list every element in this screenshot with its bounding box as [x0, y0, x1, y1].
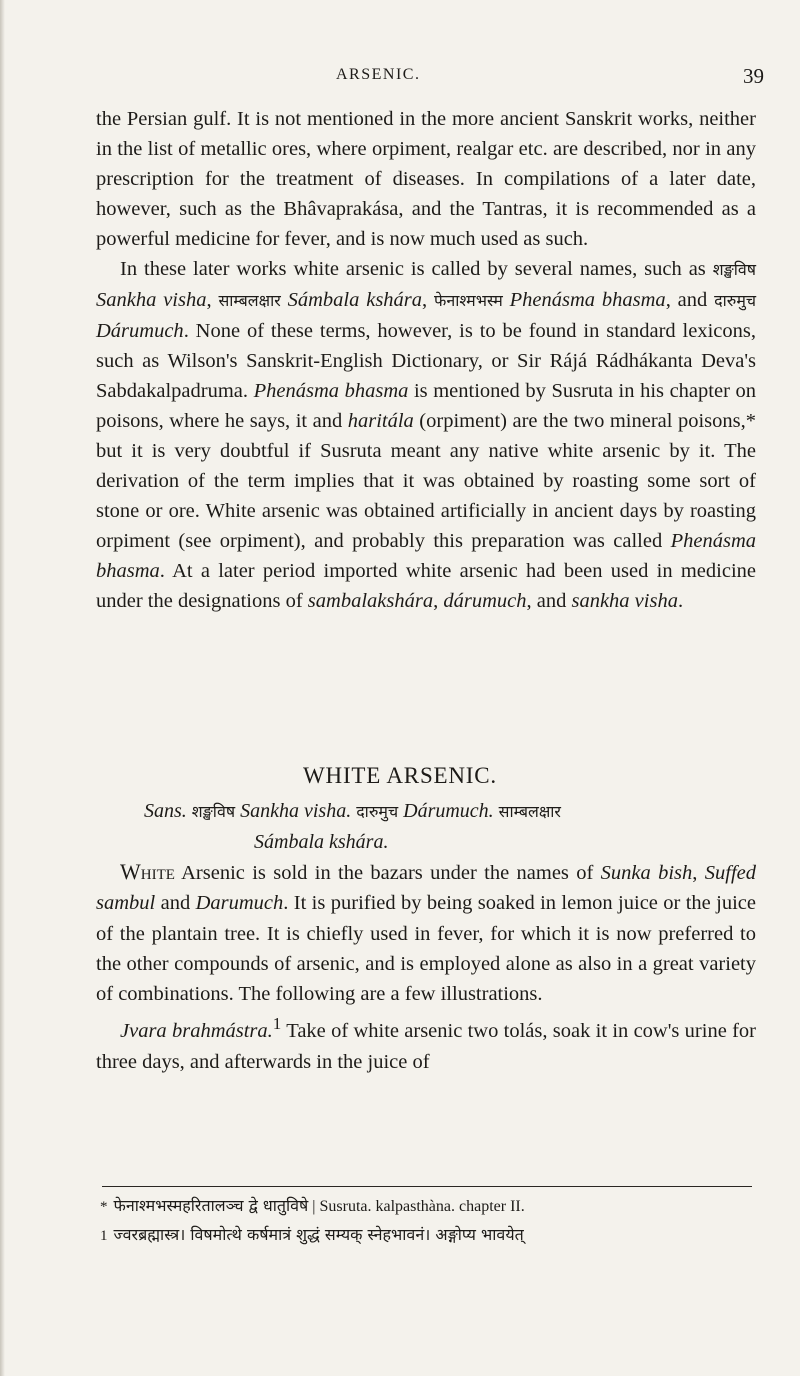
italic-term: haritála — [347, 410, 414, 432]
italic-term: Sunka bish — [600, 862, 693, 884]
footnote-rule — [102, 1186, 752, 1187]
italic-term: Phenásma bhasma — [253, 380, 409, 402]
text-run: and — [155, 892, 196, 915]
footnote-mark: * — [100, 1199, 108, 1215]
devanagari-term: दारुमुच — [356, 802, 399, 821]
text-run: . At a later period imported white arsenic had been used in medicine under the designations of — [96, 560, 756, 612]
footnote-text: | Susruta. kalpasthàna. chapter II. — [312, 1198, 525, 1215]
devanagari-term: साम्बलक्षार — [498, 802, 561, 821]
synonyms-block — [144, 796, 756, 857]
paragraph-later-works — [96, 254, 756, 616]
page-number: 39 — [743, 64, 764, 88]
devanagari-term: दारुमुच — [714, 291, 757, 310]
italic-term: Dárumuch — [96, 320, 184, 342]
italic-term: Darumuch — [195, 892, 284, 915]
italic-term: sambalakshára — [307, 590, 434, 612]
italic-term: Sámbala kshára. — [254, 831, 389, 853]
paragraph-bazars — [96, 857, 756, 1009]
italic-term: dárumuch — [443, 590, 527, 612]
section-text — [96, 857, 756, 1077]
italic-term: Sámbala kshára — [287, 289, 423, 311]
lead-word: White — [120, 859, 175, 884]
text-run: is mentioned by Susruta in his chapter on poisons, where he says, it and — [96, 380, 756, 432]
footnote — [100, 1221, 760, 1250]
paragraph-continued: the Persian gulf. It is not mentioned in the more ancient Sanskrit works, neither in the list of metallic ores, where orpiment, realgar etc. are described, nor in any prescription for the treatment of diseases. In compilations of a later date, however, such as the Bhâvaprakása, and the Tantras, it is recommended as a powerful medicine for fever, and is now much used as such. — [96, 108, 756, 250]
devanagari-term: साम्बलक्षार — [218, 291, 281, 310]
text-run: . — [677, 590, 684, 612]
synonyms-line — [144, 827, 756, 857]
paragraph-jvara — [96, 1009, 756, 1076]
text-run: . It is purified by being soaked in lemon juice or the juice of the plantain tree. It is chiefly used in fever, for which it is now preferred to the other compounds of arsenic, and is employed alone as also in a great variety of combinations. The following are a few illustrations. — [96, 892, 756, 1006]
devanagari-term: फेनाश्मभस्म — [434, 291, 503, 310]
text-run: . None of these terms, however, is to be found in standard lexicons, such as Wilson's Sanskrit-English Dictionary, or Sir Rájá Rádhákanta Deva's Sabdakalpadruma. — [96, 320, 756, 402]
synonyms-line — [144, 796, 756, 827]
italic-term: sankha visha — [571, 590, 678, 612]
devanagari-footnote: ज्वरब्रह्मास्त्र। विषमोत्थे कर्षमात्रं शुद्धं सम्यक् स्नेहभावनं। अङ्गोप्य भावयेत् — [113, 1225, 524, 1244]
main-text — [96, 104, 756, 616]
text-run: In these later works white arsenic is called by several names, such as — [120, 258, 713, 280]
page-edge-shadow — [0, 0, 5, 1376]
footnote-mark: 1 — [100, 1228, 108, 1244]
italic-term: Jvara brahmástra. — [120, 1020, 273, 1043]
italic-term: Sankha visha — [96, 289, 207, 311]
text-run: , — [692, 862, 705, 884]
italic-term: Sankha visha. — [240, 800, 352, 822]
italic-term: Dárumuch. — [403, 800, 494, 822]
italic-term: Phenásma bhasma — [509, 289, 666, 311]
text-run: Take of white arsenic two tolás, soak it in cow's urine for three days, and afterwards in the juice of — [96, 1020, 756, 1073]
section-heading: WHITE ARSENIC. — [303, 763, 497, 788]
devanagari-term: शङ्खविष — [191, 802, 236, 821]
devanagari-term: शङ्खविष — [712, 260, 756, 279]
sans-label: Sans. — [144, 800, 187, 822]
page-header-title: ARSENIC. — [336, 66, 421, 83]
running-head — [0, 66, 800, 96]
text-run: , — [422, 289, 435, 311]
devanagari-footnote: फेनाश्मभस्महरितालञ्च द्वे धातुविषे — [113, 1196, 309, 1215]
footnotes — [100, 1192, 760, 1250]
text-run: , and — [526, 590, 572, 612]
footnote — [100, 1192, 760, 1221]
text-run: , and — [665, 289, 715, 311]
text-run: (orpiment) are the two mineral poisons,* but it is very doubtful if Susruta meant any native white arsenic by it. The derivation of the term implies that it was obtained by roasting some sort of stone or ore. White arsenic was obtained artificially in ancient days by roasting orpiment (see orpiment), and probably this preparation was called — [96, 410, 757, 552]
italic-term: Phenásma bhasma — [96, 530, 756, 582]
text-run: , — [433, 590, 444, 612]
text-run: , — [206, 289, 219, 311]
footnote-ref[interactable]: 1 — [272, 1014, 282, 1034]
text-run: Arsenic is sold in the bazars under the names of — [174, 862, 601, 884]
italic-term: Suffed sambul — [96, 862, 756, 915]
